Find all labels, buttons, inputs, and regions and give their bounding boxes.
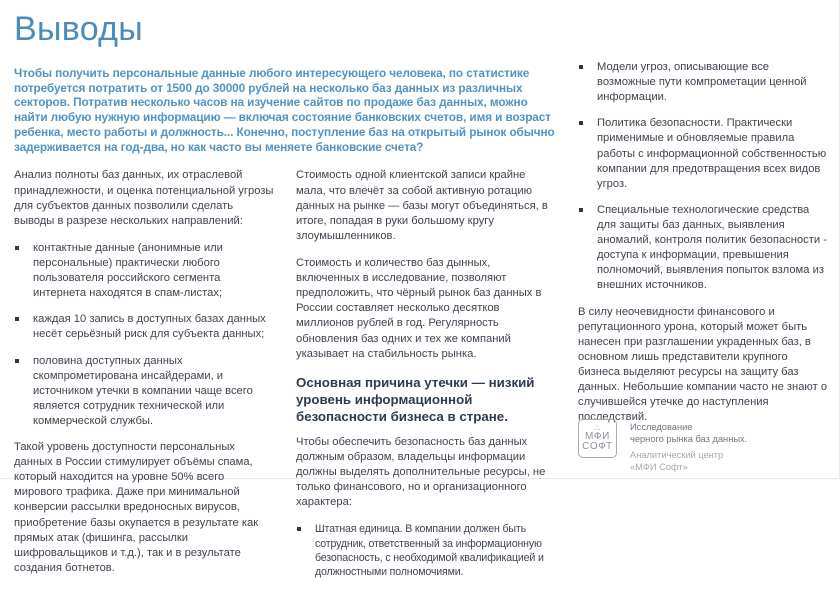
right-closing-paragraph: В силу неочевидности финансового и репутационного урона, который может быть нанесен при разглашении украденных баз, в основном лишь представители крупного бизнеса выделяют ресурсы на защиту баз данных. Небольшие компании часто не знают о случившейся утечке до наступления последствий. [578,305,828,424]
credit-line: Аналитический центр [630,449,724,460]
list-item [578,116,830,192]
square-bullet-icon [579,65,583,69]
list-item [296,522,556,579]
right-bullet-list [578,60,830,294]
bullet-text: половина доступных данных скомпрометирована инсайдерами, и источником утечки в компании чаще всего является сотрудник технической или коммерческой службы. [33,354,253,427]
bullet-text: контактные данные (анонимные или персональные) практически любого пользователя российского сегмента интернета находятся в спам-листах; [33,241,223,300]
column-right [578,60,830,437]
footer [578,419,747,473]
column-middle [296,168,556,590]
bullet-text: Модели угроз, описывающие все возможные пути компрометации ценной информации. [597,61,807,104]
list-item [14,312,275,342]
logo-dots-icon: ∴ [594,422,601,433]
logo-text-line-2: СОФТ [582,441,613,452]
bullet-text: Политика безопасности. Практически применимые и обновляемые правила работы с информационной собственностью компании для предотвращения всех видов угроз. [597,117,827,190]
mfi-soft-logo [578,419,617,458]
list-item [578,203,830,294]
square-bullet-icon [579,208,583,212]
middle-paragraph-2: Стоимость и количество баз дынных, включенных в исследование, позволяют предположить, что чёрный рынок баз данных в России составляет несколько десятков миллионов рублей в год. Регулярность обновления баз одних и тех же компаний указывает на стабильность рынка. [296,256,542,360]
credit-line: черного рынка баз данных. [630,434,748,445]
bullet-text: Штатная единица. В компании должен быть сотрудник, ответственный за информационную безопасность, с необходимой квалификацией и должностными полномочиями. [315,523,544,579]
list-item [578,60,830,105]
bullet-text: каждая 10 запись в доступных базах данных несёт серьёзный риск для субъекта данных; [33,313,266,341]
square-bullet-icon [15,359,19,363]
footer-credits [630,419,747,473]
left-lead-paragraph: Анализ полноты баз данных, их отраслевой принадлежности, и оценка потенциальной угрозы для субъектов данных позволили сделать выводы в разрезе нескольких направлений: [14,169,274,227]
square-bullet-icon [579,121,583,125]
column-left [14,168,275,590]
list-item [14,354,275,430]
square-bullet-icon [15,317,19,321]
bullet-text: Специальные технологические средства для защиты баз данных, выявления аномалий, контроля политик безопасности - доступа к информации, превышения полномочий, выявления попыток взлома из внешних источников. [597,203,827,292]
square-bullet-icon [297,527,301,531]
middle-paragraph-3: Чтобы обеспечить безопасность баз данных должным образом, владельцы информации должны выделять дополнительные ресурсы, не только финансового, но и организационного характера: [296,435,546,509]
section-heading: Основная причина утечки — низкий уровень информационной безопасности бизнеса в стране. [296,374,535,424]
intro-paragraph: Чтобы получить персональные данные любого интересующего человека, по статистике потребуется потратить от 1500 до 30000 рублей на несколько баз данных из различных секторов. Потратив несколько часов на изучение сайтов по продаже баз данных, можно найти любую нужную информацию — включая состояние банковских счетов, имя и возраст ребенка, место работы и должность... Конечно, поступление баз на открытый рынок обычно задерживается на год-два, но как часто вы меняете банковские счета? [14,66,555,154]
credit-line: Исследование [630,422,693,432]
left-bullet-list [14,241,275,429]
list-item [14,241,275,301]
left-closing-paragraph: Такой уровень доступности персональных данных в России стимулирует объёмы спама, который находится на уровне 50% всего мирового трафика. Даже при минимальной конверсии рассылки вредоносных вирусов, приобретение базы окупается в результате как прямых атак (фишинга, рассылки шифровальщиков и т.д.), так и в результате создания ботнетов. [14,441,259,574]
page-title: Выводы [14,10,144,48]
credit-line: «МФИ Софт» [630,461,688,472]
middle-bullet-list [296,522,556,579]
middle-paragraph-1: Стоимость одной клиентской записи крайне мала, что влечёт за собой активную ротацию данных на рынке — базы могут объединяться, в итоге, попадая в руки большому кругу злоумышленников. [296,169,548,242]
square-bullet-icon [15,246,19,250]
logo-text-line-1: МФИ [584,430,611,442]
